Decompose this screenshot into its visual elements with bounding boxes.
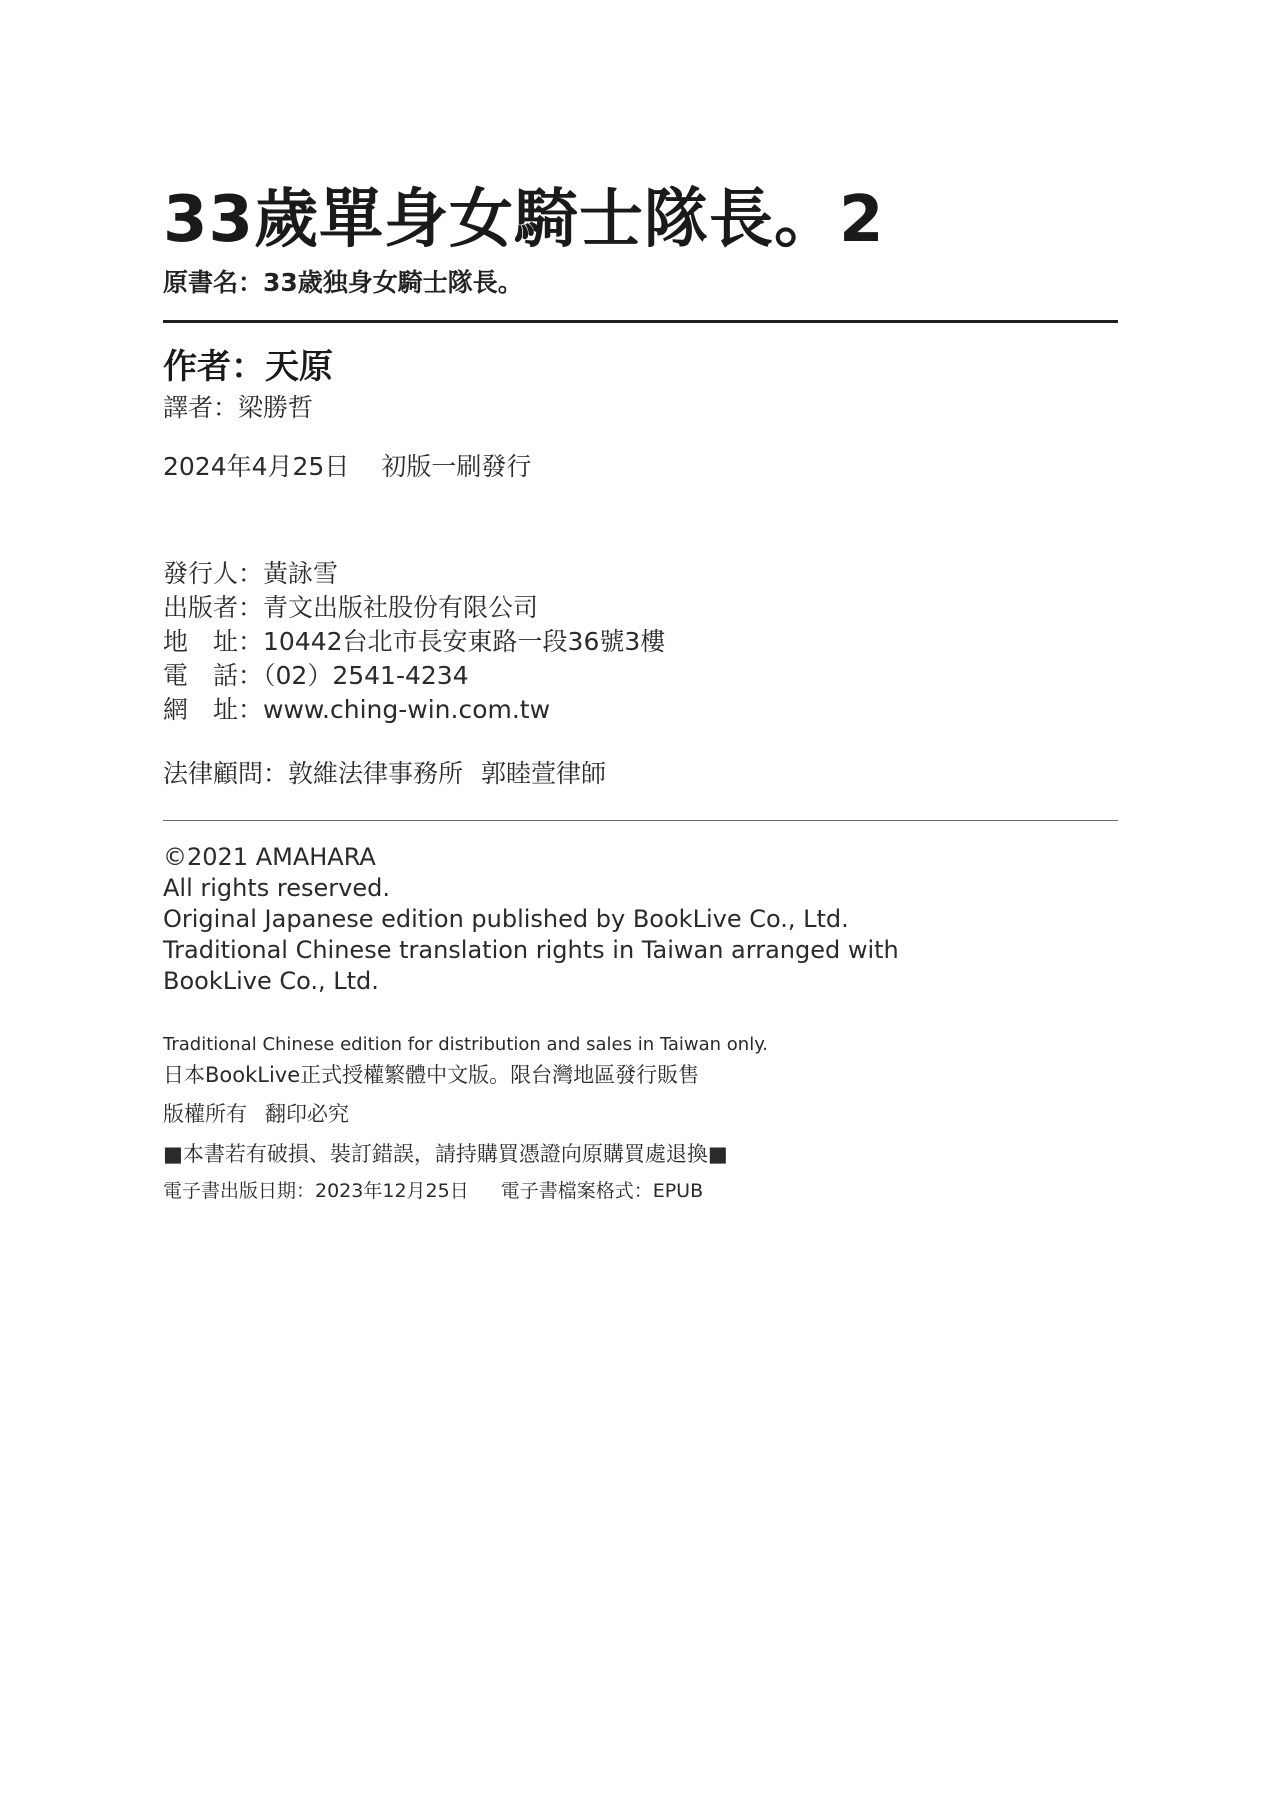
legal-label: 法律顧問： <box>163 759 289 788</box>
legal-counsel-line <box>163 756 606 792</box>
website: www.ching-win.com.tw <box>263 695 551 724</box>
phone-label: 電 話： <box>163 661 264 690</box>
translator: 譯者：梁勝哲 <box>163 393 314 422</box>
publisher-info <box>163 557 665 727</box>
title-divider <box>163 320 1118 323</box>
issuer-line <box>163 557 665 591</box>
copyright-line-4: Traditional Chinese translation rights in Taiwan arranged with <box>163 936 899 964</box>
rights-line <box>163 1098 349 1130</box>
original-title: 原書名：33歳独身女騎士隊長。 <box>163 268 523 297</box>
address-label: 地 址： <box>163 627 264 656</box>
author: 作者：天原 <box>163 347 333 387</box>
book-title: 33歲單身女騎士隊長。2 <box>163 183 885 257</box>
issuer-label: 發行人： <box>163 559 264 588</box>
copyright-block <box>163 842 899 997</box>
copyright-line-3: Original Japanese edition published by BookLive Co., Ltd. <box>163 905 849 933</box>
edition: 初版一刷發行 <box>381 452 532 481</box>
publication-date: 2024年4月25日 <box>163 452 350 481</box>
ebook-date: 電子書出版日期：2023年12月25日 <box>163 1180 469 1202</box>
copyright-line-2: All rights reserved. <box>163 874 390 902</box>
website-label: 網 址： <box>163 695 264 724</box>
publisher-line <box>163 591 665 625</box>
publisher-label: 出版者： <box>163 593 264 622</box>
distribution-chinese: 日本BookLive正式授權繁體中文版。限台灣地區發行販售 <box>163 1063 700 1087</box>
return-notice: ■本書若有破損、裝訂錯誤，請持購買憑證向原購買處退換■ <box>163 1142 728 1166</box>
address-line <box>163 625 665 659</box>
legal-firm: 敦維法律事務所 <box>288 759 464 788</box>
copyright-line-1: ©2021 AMAHARA <box>163 843 376 871</box>
publisher-name: 青文出版社股份有限公司 <box>263 593 539 622</box>
ebook-line <box>163 1176 703 1206</box>
rights-no-copy: 翻印必究 <box>265 1102 349 1126</box>
copyright-line-5: BookLive Co., Ltd. <box>163 967 379 995</box>
address: 10442台北市長安東路一段36號3樓 <box>263 627 666 656</box>
issuer: 黃詠雪 <box>263 559 339 588</box>
copyright-divider <box>163 820 1118 821</box>
publication-date-line <box>163 449 531 485</box>
phone-line <box>163 659 665 693</box>
rights-reserved: 版權所有 <box>163 1102 247 1126</box>
distribution-english: Traditional Chinese edition for distribution and sales in Taiwan only. <box>163 1034 769 1055</box>
website-line <box>163 693 665 727</box>
phone: （02）2541-4234 <box>263 661 469 690</box>
legal-lawyer: 郭睦萱律師 <box>481 759 607 788</box>
ebook-format: 電子書檔案格式：EPUB <box>500 1180 704 1202</box>
